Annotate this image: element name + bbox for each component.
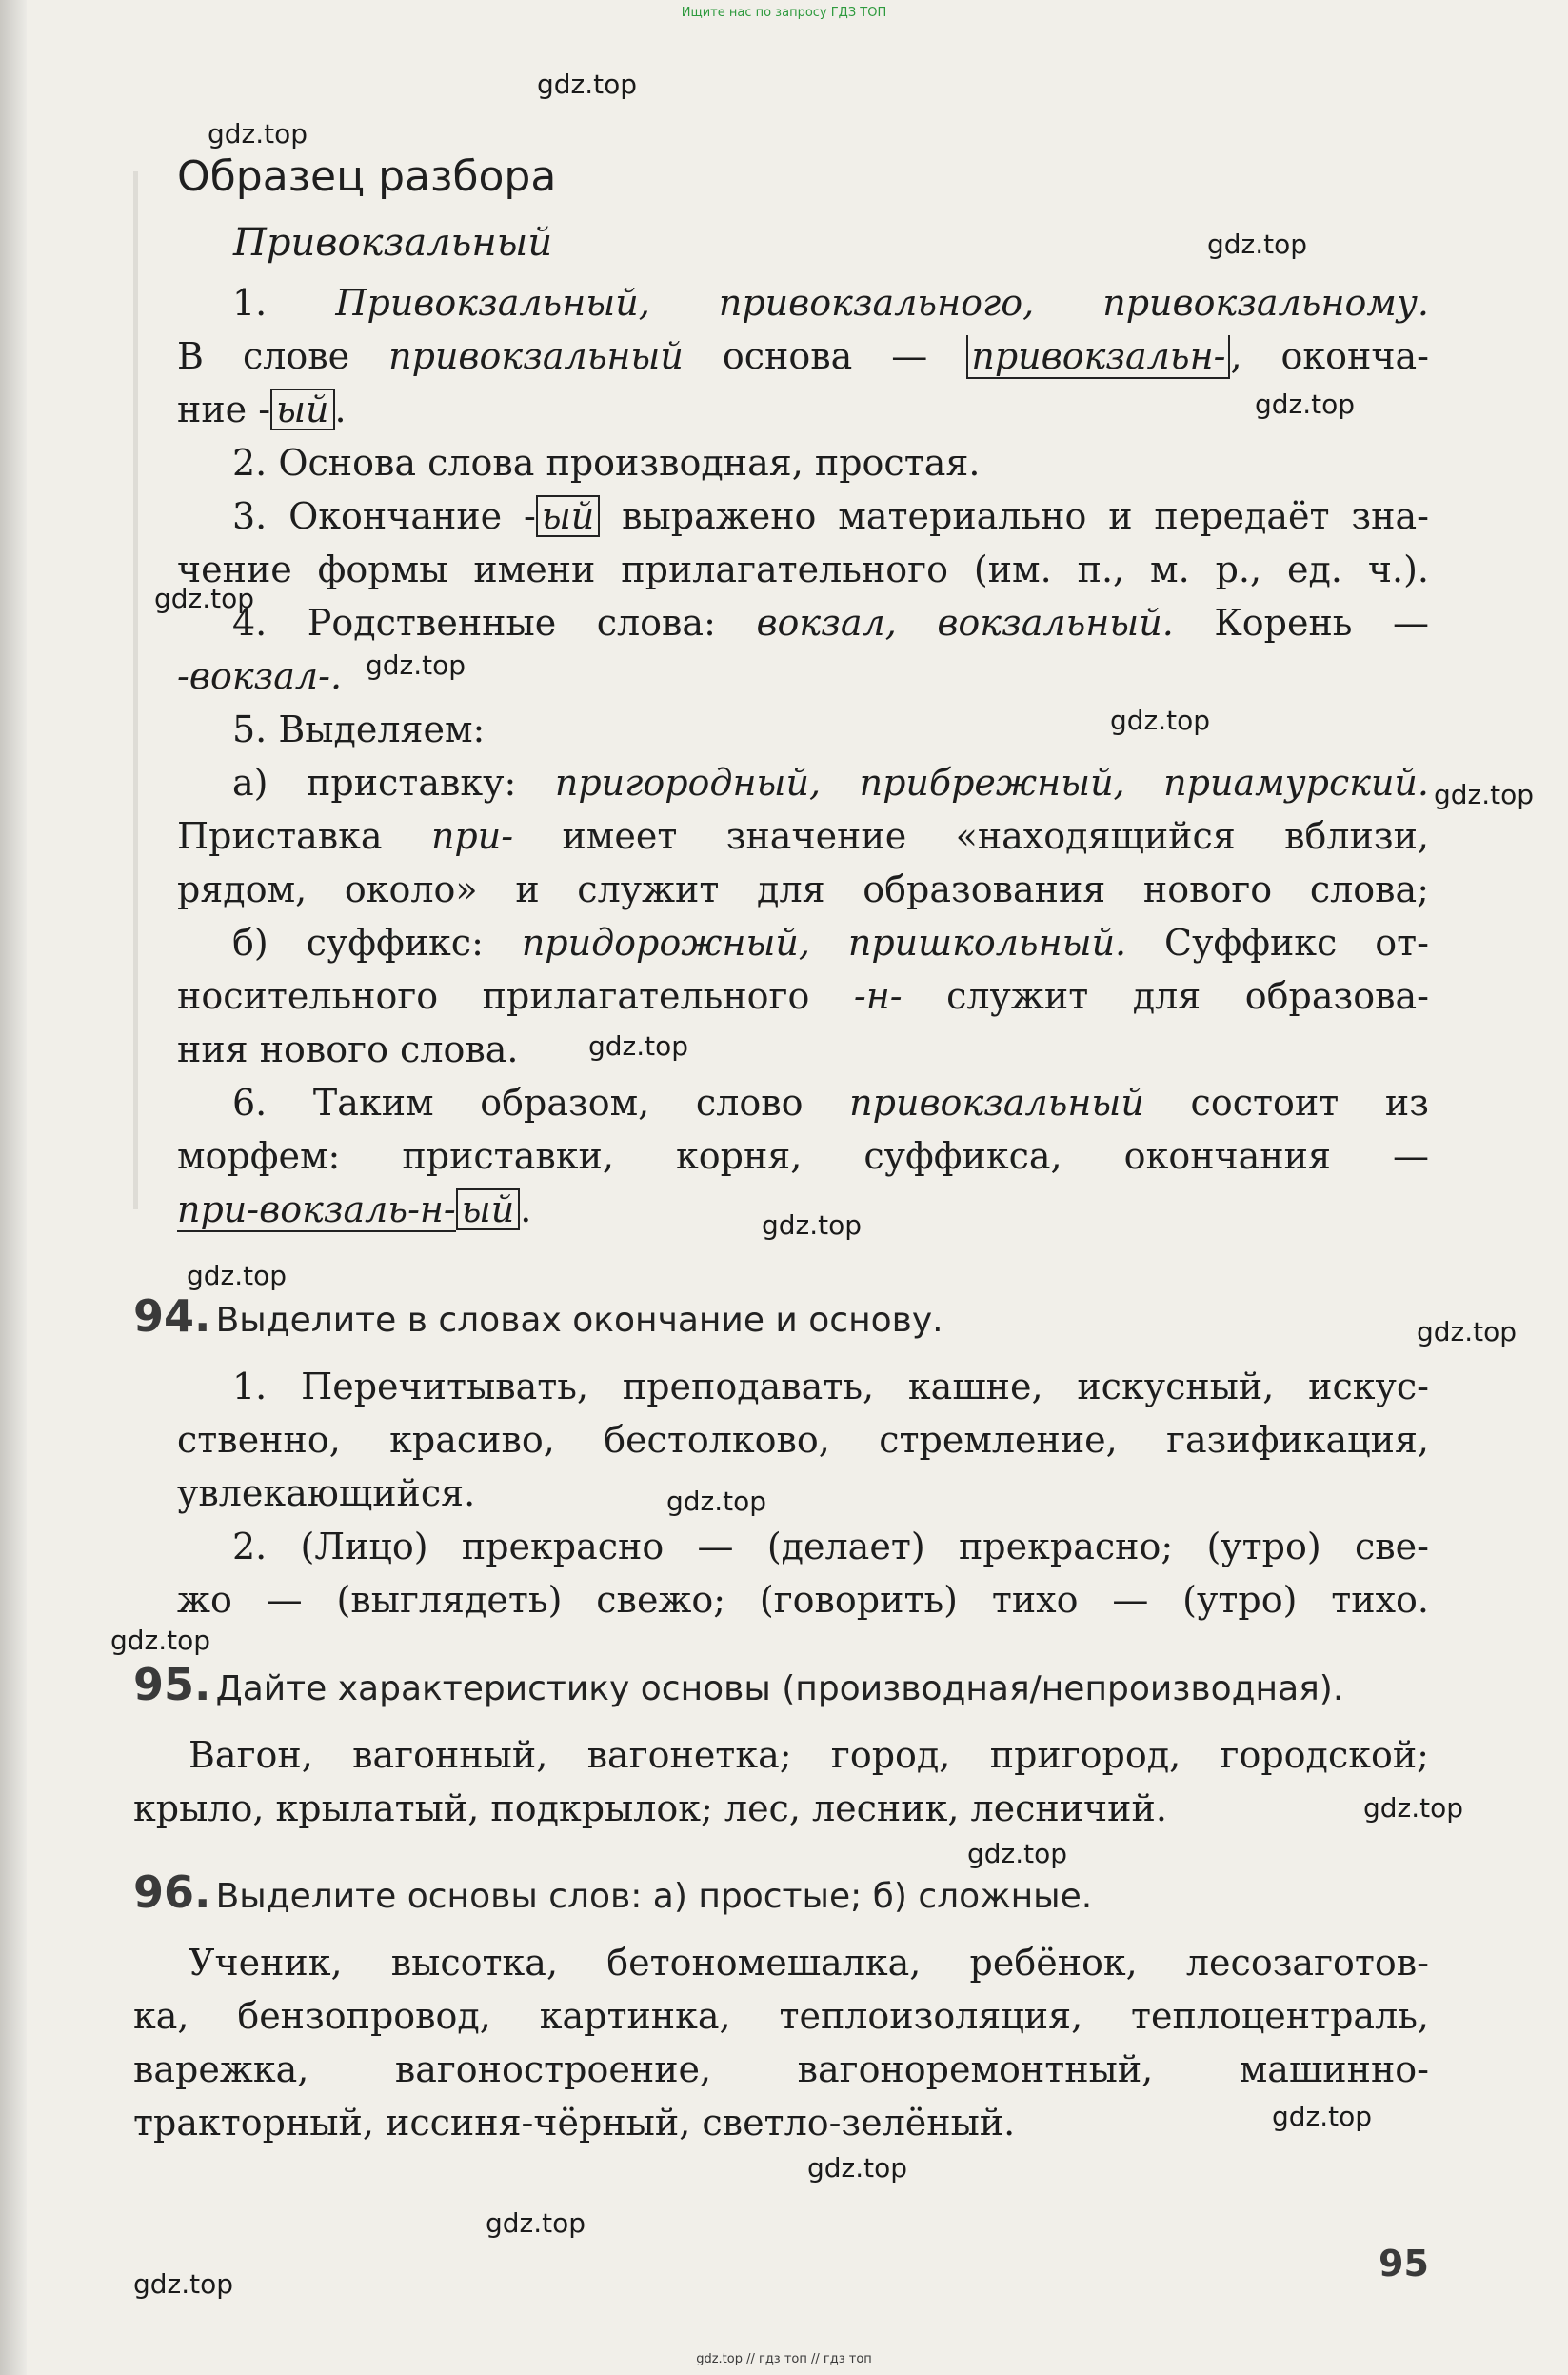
watermark: gdz.top bbox=[187, 1260, 288, 1291]
watermark: gdz.top bbox=[967, 1838, 1068, 1869]
exercise-94-text: 1. Перечитывать, преподавать, кашне, искусный, искус- ственно, красиво, бестолково, стремление, газификация, увлекающийся. 2. (Лицо) прекрасно — (делает) прекрасно; (утро) све- жо — (выглядеть) свежо; (говорить) тихо — (утро) тихо. bbox=[177, 1366, 1429, 1621]
sample-line: а) приставку: пригородный, прибрежный, приамурский. bbox=[232, 762, 1429, 804]
sample-line: при-вокзаль-н- ый . bbox=[177, 1188, 532, 1230]
footer-note: gdz.top // гдз топ // гдз топ bbox=[696, 2352, 872, 2366]
sample-line: Приставка при- имеет значение «находящийся вблизи, bbox=[177, 815, 1429, 857]
watermark: gdz.top bbox=[537, 69, 638, 100]
watermark: gdz.top bbox=[1363, 1792, 1464, 1824]
sample-analysis bbox=[177, 276, 1429, 1236]
watermark: gdz.top bbox=[208, 118, 308, 150]
exercise-95-text: Вагон, вагонный, вагонетка; город, пригород, городской; крыло, крылатый, подкрылок; лес, лесник, лесничий. bbox=[133, 1734, 1429, 1829]
watermark: gdz.top bbox=[666, 1486, 767, 1517]
sample-line: ния нового слова. bbox=[177, 1028, 519, 1070]
sample-line: 2. Основа слова производная, простая. bbox=[232, 442, 981, 484]
sample-line: рядом, около» и служит для образования нового слова; bbox=[177, 868, 1429, 910]
sample-line: В слове привокзальный основа — привокзальн- , оконча- bbox=[177, 335, 1429, 377]
watermark: gdz.top bbox=[1417, 1316, 1518, 1347]
sample-heading: Образец разбора bbox=[177, 152, 557, 201]
sample-line: 3. Окончание - ый выражено материально и передаёт зна- bbox=[232, 495, 1429, 537]
watermark: gdz.top bbox=[807, 2152, 908, 2184]
watermark: gdz.top bbox=[1207, 229, 1308, 260]
ending-box: ый bbox=[456, 1188, 520, 1230]
watermark: gdz.top bbox=[154, 583, 255, 614]
sample-line: 6. Таким образом, слово привокзальный состоит из bbox=[232, 1082, 1429, 1124]
stem-mark: привокзальн- bbox=[966, 335, 1230, 379]
page-edge-shadow bbox=[0, 0, 27, 2375]
sample-line: 5. Выделяем: bbox=[232, 709, 486, 750]
sample-line: 1. Привокзальный, привокзального, привокзальному. bbox=[232, 282, 1429, 324]
watermark: gdz.top bbox=[762, 1209, 863, 1241]
sample-line: морфем: приставки, корня, суффикса, окончания — bbox=[177, 1135, 1429, 1177]
sample-line: ние - ый . bbox=[177, 389, 347, 430]
ending-box: ый bbox=[270, 389, 334, 430]
analysed-word: Привокзальный bbox=[233, 221, 553, 265]
sample-line: носительного прилагательного -н- служит для образова- bbox=[177, 975, 1429, 1017]
watermark: gdz.top bbox=[588, 1030, 689, 1062]
watermark: gdz.top bbox=[1255, 389, 1356, 420]
morpheme-parse: при-вокзаль-н- bbox=[177, 1188, 456, 1230]
watermark: gdz.top bbox=[1434, 779, 1535, 810]
margin-line bbox=[133, 171, 138, 1209]
exercise-95-title: 95. Дайте характеристику основы (производная/непроизводная). bbox=[133, 1659, 1344, 1710]
exercise-96-text: Ученик, высотка, бетономешалка, ребёнок, лесозаготов- ка, бензопровод, картинка, теплоизоляция, теплоцентраль, варежка, вагоностроение, вагоноремонтный, машинно- тракторный, иссиня-чёрный, светло-зелёный. bbox=[133, 1942, 1429, 2144]
exercise-96-title: 96. Выделите основы слов: а) простые; б) сложные. bbox=[133, 1866, 1093, 1918]
sample-line: чение формы имени прилагательного (им. п., м. р., ед. ч.). bbox=[177, 549, 1429, 590]
sample-line: -вокзал-. bbox=[177, 655, 343, 697]
watermark: gdz.top bbox=[133, 2268, 234, 2300]
page-number: 95 bbox=[1379, 2243, 1429, 2285]
watermark: gdz.top bbox=[486, 2207, 586, 2239]
watermark: gdz.top bbox=[1272, 2101, 1373, 2132]
watermark: gdz.top bbox=[110, 1625, 211, 1656]
ending-box: ый bbox=[536, 495, 600, 537]
header-note: Ищите нас по запросу ГДЗ ТОП bbox=[681, 6, 887, 20]
sample-line: 4. Родственные слова: вокзал, вокзальный. Корень — bbox=[232, 602, 1429, 644]
exercise-94-title: 94. Выделите в словах окончание и основу. bbox=[133, 1290, 943, 1342]
sample-line: б) суффикс: придорожный, пришкольный. Суффикс от- bbox=[232, 922, 1429, 964]
watermark: gdz.top bbox=[1110, 705, 1211, 736]
watermark: gdz.top bbox=[366, 649, 466, 681]
